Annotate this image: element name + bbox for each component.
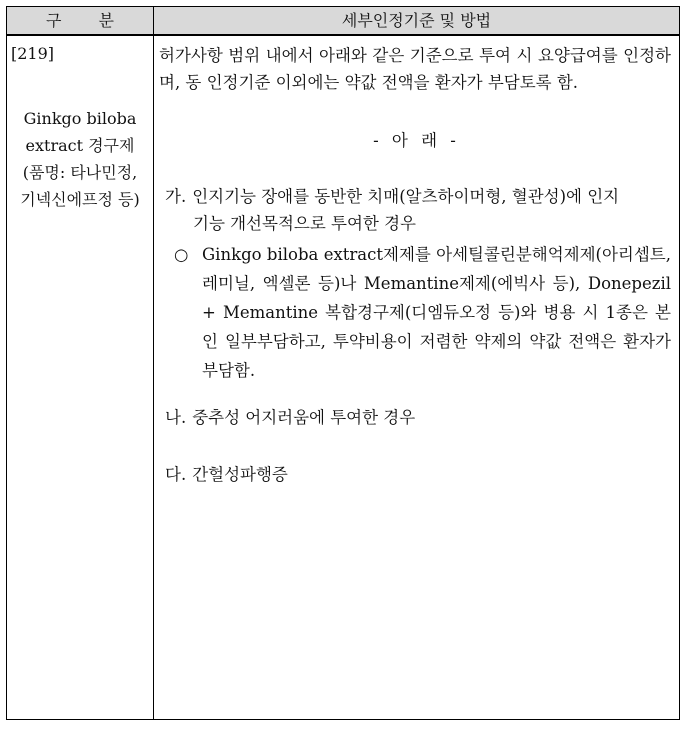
section-title: - 아 래 - (373, 131, 460, 150)
column-divider (153, 7, 154, 719)
item-b-text: 중추성 어지러움에 투여한 경우 (192, 408, 416, 427)
criteria-table (6, 6, 680, 720)
sub-item (174, 240, 671, 385)
item-c-label: 다. (165, 465, 187, 484)
table-header (7, 7, 679, 36)
item-c-text: 간헐성파행증 (192, 465, 288, 484)
drug-name-line: Ginkgo biloba (23, 109, 137, 128)
header-category: 구 분 (46, 11, 130, 30)
circle-bullet-icon: ○ (174, 245, 189, 264)
drug-name-line: (품명: 타나민정, (22, 163, 138, 182)
item-a-text: 인지기능 장애를 동반한 치매(알츠하이머형, 혈관성)에 인지 (192, 187, 620, 206)
item-a-continuation: 기능 개선목적으로 투여한 경우 (193, 214, 416, 233)
item-a (165, 183, 671, 210)
item-b-label: 나. (165, 408, 187, 427)
drug-name (7, 105, 153, 213)
sub-item-text: Ginkgo biloba extract제제를 아세틸콜린분해억제제(아리셉트, 레미닐, 엑셀론 등)나 Memantine제제(에빅사 등), Donepezil + Memantine 복합경구제(디엠듀오정 등)와 병용 시 1종은 본인 일부부담하고, 투약비용이 저렴한 약제의 약값 전액은 환자가 부담함. (202, 245, 671, 380)
header-criteria: 세부인정기준 및 방법 (341, 11, 492, 30)
item-c (165, 461, 671, 488)
item-b (165, 404, 671, 431)
drug-name-line: extract 경구제 (25, 136, 135, 155)
item-code: [219] (11, 44, 55, 63)
drug-name-line: 기넥신에프정 등) (20, 190, 140, 209)
item-a-label: 가. (165, 187, 187, 206)
intro-paragraph: 허가사항 범위 내에서 아래와 같은 기준으로 투여 시 요양급여를 인정하며, 동 인정기준 이외에는 약값 전액을 환자가 부담토록 함. (159, 46, 671, 92)
